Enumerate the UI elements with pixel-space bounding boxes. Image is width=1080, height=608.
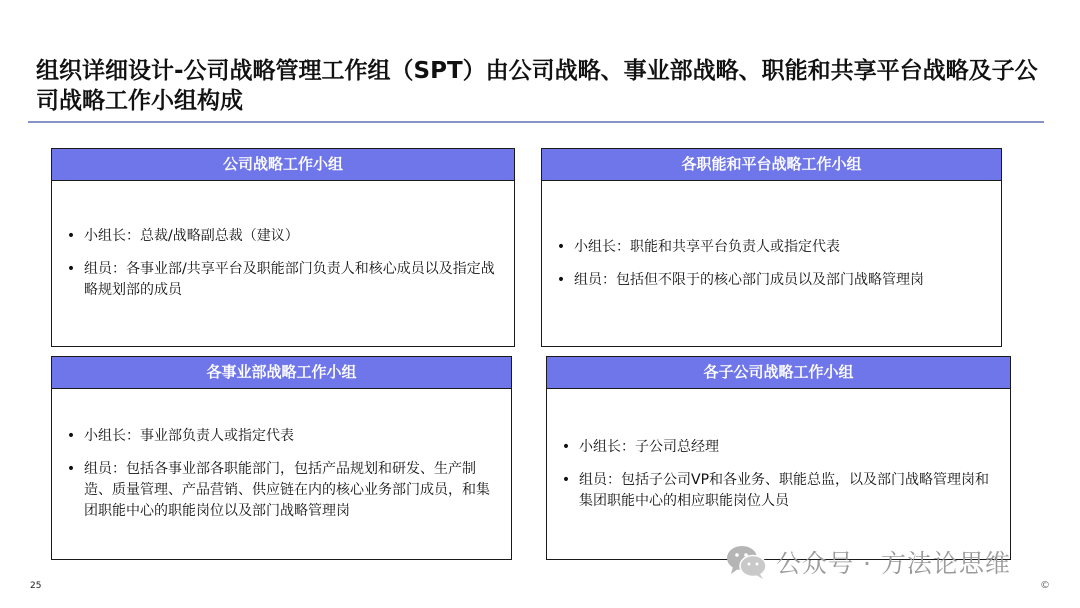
bullet-icon: •	[561, 471, 571, 488]
bullet-icon: •	[561, 438, 571, 455]
card-header: 各职能和平台战略工作小组	[542, 149, 1001, 181]
bullet-icon: •	[66, 428, 76, 444]
card-body	[542, 181, 1001, 346]
list-item-text: 小组长：子公司总经理	[579, 438, 719, 455]
list-item	[553, 437, 992, 458]
card-body	[52, 389, 511, 559]
card-body	[52, 181, 514, 346]
list-item	[548, 270, 983, 291]
card-corporate-strategy-group	[51, 148, 515, 347]
list-item	[548, 237, 983, 258]
card-header: 各子公司战略工作小组	[547, 357, 1010, 389]
bullet-icon: •	[556, 238, 566, 255]
page-title: 组织详细设计-公司战略管理工作组（SPT）由公司战略、事业部战略、职能和共享平台战略及子公司战略工作小组构成	[36, 58, 1038, 114]
list-item	[58, 259, 496, 301]
watermark	[726, 542, 1011, 582]
card-header: 公司战略工作小组	[52, 149, 514, 181]
page-number: 25	[30, 581, 42, 591]
list-item-text: 小组长：职能和共享平台负责人或指定代表	[574, 238, 840, 255]
list-item-text: 组员：包括子公司VP和各业务、职能总监，以及部门战略管理岗和集团职能中心的相应职能岗位人员	[579, 471, 990, 509]
list-item-text: 小组长：事业部负责人或指定代表	[84, 428, 294, 444]
card-subsidiary-strategy-group	[546, 356, 1011, 560]
title-divider	[28, 121, 1044, 123]
list-item-text: 小组长：总裁/战略副总裁（建议）	[84, 228, 299, 244]
list-item	[58, 459, 493, 522]
list-item	[58, 426, 493, 447]
card-body	[547, 389, 1010, 559]
list-item-text: 组员：包括各事业部各职能部门，包括产品规划和研发、生产制造、质量管理、产品营销、供应链在内的核心业务部门成员，和集团职能中心的职能岗位以及部门战略管理岗	[84, 461, 490, 519]
bullet-icon: •	[556, 271, 566, 288]
list-item	[58, 226, 496, 247]
list-item-text: 组员：包括但不限于的核心部门成员以及部门战略管理岗	[574, 271, 924, 288]
card-function-platform-strategy-group	[541, 148, 1002, 347]
card-header: 各事业部战略工作小组	[52, 357, 511, 389]
bullet-icon: •	[66, 228, 76, 244]
list-item-text: 组员：各事业部/共享平台及职能部门负责人和核心成员以及指定战略规划部的成员	[84, 261, 495, 298]
bullet-icon: •	[66, 261, 76, 277]
bullet-icon: •	[66, 461, 76, 477]
watermark-text: 公众号 · 方法论思维	[776, 549, 1011, 578]
card-business-unit-strategy-group	[51, 356, 512, 560]
list-item	[553, 470, 992, 512]
wechat-icon	[726, 544, 768, 580]
copyright-mark: ©	[1040, 580, 1050, 591]
